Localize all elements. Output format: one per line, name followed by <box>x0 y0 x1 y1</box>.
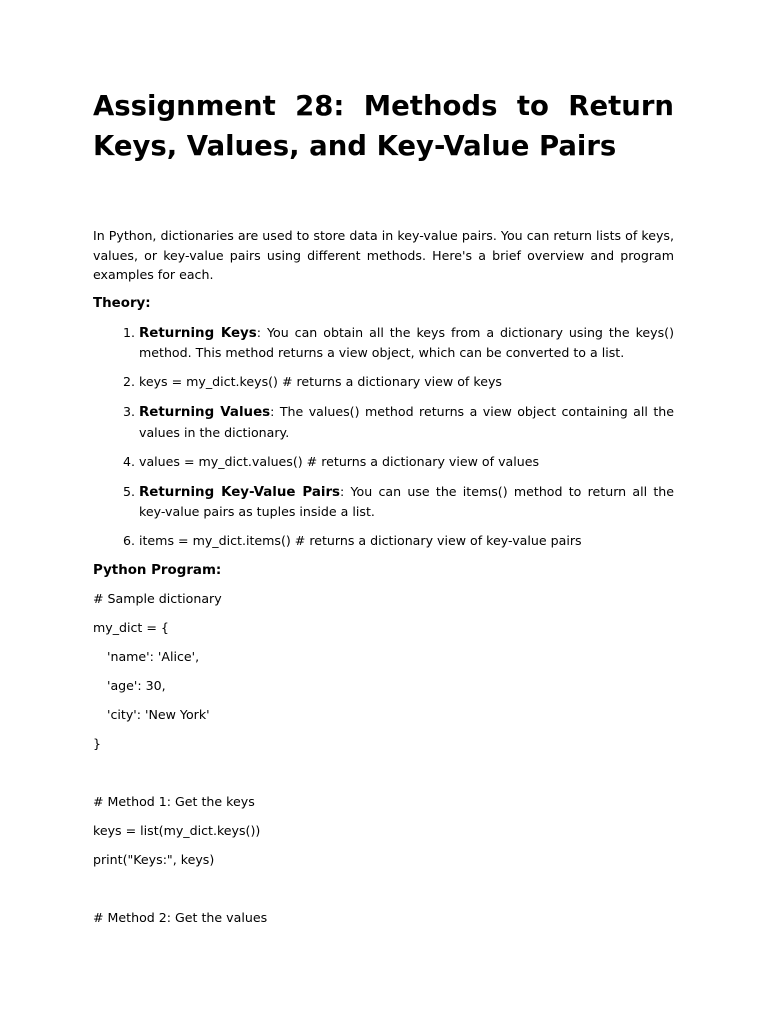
theory-item-text: keys = my_dict.keys() # returns a dictionary view of keys <box>139 374 502 389</box>
theory-item <box>139 323 674 363</box>
theory-item-text: items = my_dict.items() # returns a dictionary view of key-value pairs <box>139 533 582 548</box>
code-line: 'age': 30, <box>107 678 166 693</box>
program-heading: Python Program: <box>93 563 222 578</box>
code-line: # Sample dictionary <box>93 591 222 606</box>
theory-list <box>93 323 674 552</box>
theory-item-text: : You can obtain all the keys from a dictionary using the keys() method. This method returns a view object, which can be converted to a list. <box>139 324 675 360</box>
theory-item <box>139 482 674 522</box>
code-line: my_dict = { <box>93 620 169 635</box>
code-line: keys = list(my_dict.keys()) <box>93 823 261 838</box>
theory-item-term: Returning Keys <box>139 325 257 341</box>
theory-item-term: Returning Key-Value Pairs <box>139 484 341 500</box>
theory-item <box>139 372 674 393</box>
code-line: 'name': 'Alice', <box>107 649 200 664</box>
theory-item-text: : The values() method returns a view object containing all the values in the dictionary. <box>139 404 674 440</box>
theory-item <box>139 402 674 442</box>
theory-item <box>139 452 674 473</box>
theory-item-term: Returning Values <box>139 405 271 420</box>
theory-item-text: : You can use the items() method to return all the key-value pairs as tuples inside a list. <box>139 483 675 519</box>
code-line: print("Keys:", keys) <box>93 852 215 867</box>
code-line: # Method 2: Get the values <box>93 910 268 925</box>
theory-heading: Theory: <box>93 295 151 311</box>
intro-paragraph: In Python, dictionaries are used to store data in key-value pairs. You can return lists of keys, values, or key-value pairs using different methods. Here's a brief overview and program examples for each. <box>93 228 674 282</box>
code-line: } <box>93 736 102 751</box>
code-line <box>93 763 674 792</box>
page-title: Assignment 28: Methods to Return Keys, Values, and Key-Value Pairs <box>93 90 674 162</box>
code-block <box>93 589 674 937</box>
code-line: # Method 1: Get the keys <box>93 794 255 809</box>
code-line <box>93 879 674 908</box>
code-line: 'city': 'New York' <box>107 707 210 722</box>
theory-item <box>139 531 674 552</box>
theory-item-text: values = my_dict.values() # returns a dictionary view of values <box>139 453 540 469</box>
